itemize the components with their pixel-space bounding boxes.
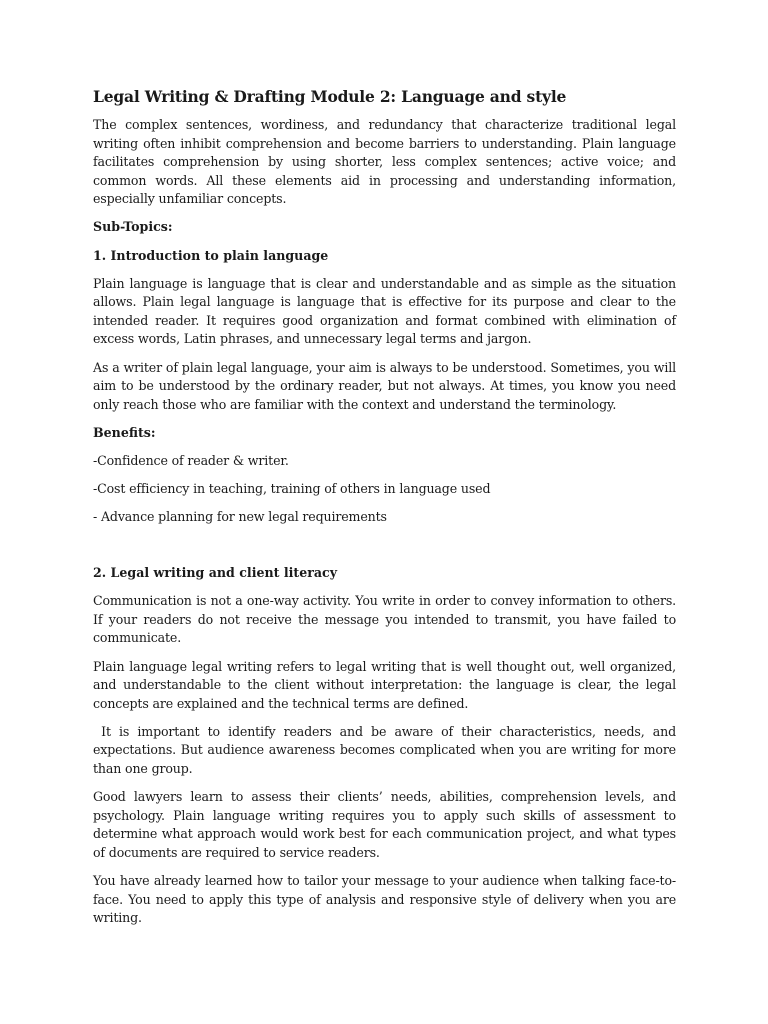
benefit-item: -Confidence of reader & writer. xyxy=(93,452,289,468)
section-2-paragraph: Communication is not a one-way activity. You write in order to convey information to others. If your readers do not receive the message you intended to transmit, you have failed to communicate. xyxy=(93,593,676,646)
document-title: Legal Writing & Drafting Module 2: Language and style xyxy=(93,87,567,106)
section-1-paragraph: Plain language is language that is clear and understandable and as simple as the situation allows. Plain legal language is language that is effective for its purpose and clear to the intended reader. It requires good organization and format combined with elimination of excess words, Latin phrases, and unnecessary legal terms and jargon. xyxy=(93,275,676,347)
document-page xyxy=(93,86,676,937)
benefit-item: -Cost efficiency in teaching, training of others in language used xyxy=(93,481,491,496)
section-spacer xyxy=(93,536,676,564)
section-2-paragraph: It is important to identify readers and be aware of their characteristics, needs, and expectations. But audience awareness becomes complicated when you are writing for more than one group. xyxy=(93,723,676,777)
section-2-paragraph: You have already learned how to tailor your message to your audience when talking face-to-face. You need to apply this type of analysis and responsive style of delivery when you are writing. xyxy=(93,873,676,926)
benefits-heading: Benefits: xyxy=(93,424,156,440)
subtopics-heading: Sub-Topics: xyxy=(93,219,173,235)
section-2-paragraph: Good lawyers learn to assess their clients’ needs, abilities, comprehension levels, and psychology. Plain language writing requires you to apply such skills of assessment to determine what approach would work best for each communication project, and what types of documents are required to service readers. xyxy=(93,789,676,860)
section-1-paragraph: As a writer of plain legal language, your aim is always to be understood. Sometimes, you will aim to be understood by the ordinary reader, but not always. At times, you know you need only reach those who are familiar with the context and understand the terminology. xyxy=(93,359,676,412)
section-2-heading: 2. Legal writing and client literacy xyxy=(93,565,338,581)
section-2-paragraph: Plain language legal writing refers to legal writing that is well thought out, well organized, and understandable to the client without interpretation: the language is clear, the legal concepts are explained and the technical terms are defined. xyxy=(93,658,676,711)
intro-paragraph: The complex sentences, wordiness, and redundancy that characterize traditional legal writing often inhibit comprehension and become barriers to understanding. Plain language facilitates comprehension by using shorter, less complex sentences; active voice; and common words. All these elements aid in processing and understanding information, especially unfamiliar concepts. xyxy=(93,117,676,207)
section-1-heading: 1. Introduction to plain language xyxy=(93,247,329,263)
benefit-item: - Advance planning for new legal requirements xyxy=(93,509,387,525)
